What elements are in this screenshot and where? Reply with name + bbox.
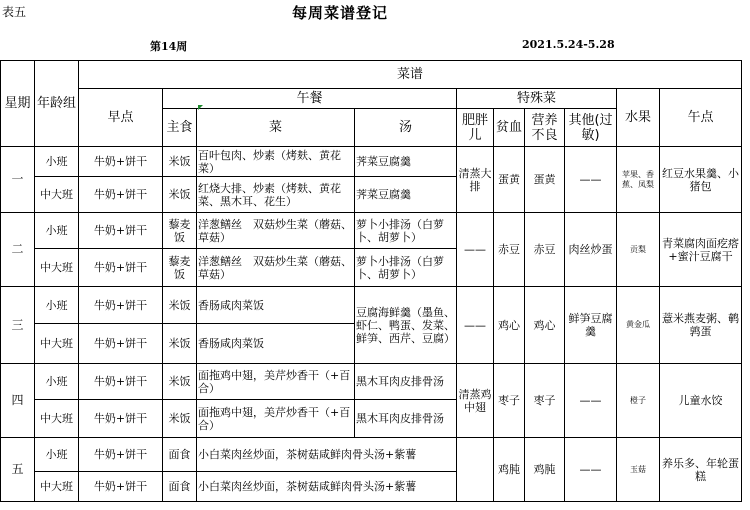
soup-cell: 荠菜豆腐羹 xyxy=(355,177,457,213)
malnutrition-cell: 鸡肫 xyxy=(525,438,565,502)
obese-cell: 清蒸鸡中翅 xyxy=(457,364,494,438)
age-group-cell: 小班 xyxy=(35,287,79,324)
header-other: 其他(过敏) xyxy=(565,109,617,147)
breakfast-cell: 牛奶+饼干 xyxy=(79,324,163,364)
breakfast-cell: 牛奶+饼干 xyxy=(79,213,163,249)
obese-cell: 清蒸大排 xyxy=(457,147,494,213)
header-breakfast: 早点 xyxy=(79,89,163,147)
day-cell: 三 xyxy=(1,287,35,364)
snack-cell: 薏米燕麦粥、鹌鹑蛋 xyxy=(660,287,742,364)
table-row xyxy=(1,147,742,177)
table-row xyxy=(1,213,742,249)
soup-cell: 豆腐海鲜羹（墨鱼、虾仁、鸭蛋、发菜、鲜笋、西芹、豆腐） xyxy=(355,287,457,364)
breakfast-cell: 牛奶+饼干 xyxy=(79,472,163,502)
header-age-group: 年龄组 xyxy=(35,61,79,147)
dish-cell: 面拖鸡中翅，美芹炒香干（+百合） xyxy=(197,364,355,400)
fruit-cell: 橙子 xyxy=(617,364,660,438)
anemia-cell: 赤豆 xyxy=(494,213,525,287)
age-group-cell: 中大班 xyxy=(35,324,79,364)
other-cell: —— xyxy=(565,147,617,213)
other-cell: 鲜笋豆腐羹 xyxy=(565,287,617,364)
day-cell: 四 xyxy=(1,364,35,438)
age-group-cell: 小班 xyxy=(35,438,79,472)
soup-cell: 黑木耳肉皮排骨汤 xyxy=(355,400,457,438)
other-cell: 肉丝炒蛋 xyxy=(565,213,617,287)
header-malnutrition: 营养不良 xyxy=(525,109,565,147)
age-group-cell: 中大班 xyxy=(35,400,79,438)
other-cell: —— xyxy=(565,364,617,438)
staple-cell: 面食 xyxy=(163,438,197,472)
header-dish: 菜 xyxy=(197,109,355,147)
header-day: 星期 xyxy=(1,61,35,147)
day-cell: 五 xyxy=(1,438,35,502)
obese-cell xyxy=(457,438,494,502)
staple-cell: 米饭 xyxy=(163,364,197,400)
dish-cell: 香肠咸肉菜饭 xyxy=(197,287,355,324)
fruit-cell: 苹果、香蕉、凤梨 xyxy=(617,147,660,213)
staple-cell: 米饭 xyxy=(163,324,197,364)
soup-cell: 荠菜豆腐羹 xyxy=(355,147,457,177)
obese-cell: —— xyxy=(457,213,494,287)
age-group-cell: 中大班 xyxy=(35,472,79,502)
soup-cell: 黑木耳肉皮排骨汤 xyxy=(355,364,457,400)
soup-cell: 萝卜小排汤（白萝卜、胡萝卜） xyxy=(355,213,457,249)
snack-cell: 儿童水饺 xyxy=(660,364,742,438)
anemia-cell: 鸡心 xyxy=(494,287,525,364)
breakfast-cell: 牛奶+饼干 xyxy=(79,364,163,400)
dish-cell: 洋葱鳝丝 双菇炒生菜（蘑菇、草菇） xyxy=(197,249,355,287)
staple-cell: 米饭 xyxy=(163,400,197,438)
header-snack: 午点 xyxy=(660,89,742,147)
anemia-cell: 枣子 xyxy=(494,364,525,438)
age-group-cell: 中大班 xyxy=(35,249,79,287)
day-cell: 二 xyxy=(1,213,35,287)
header-anemia: 贫血 xyxy=(494,109,525,147)
age-group-cell: 小班 xyxy=(35,364,79,400)
age-group-cell: 小班 xyxy=(35,147,79,177)
anemia-cell: 蛋黄 xyxy=(494,147,525,213)
fruit-cell: 贡梨 xyxy=(617,213,660,287)
dish-cell: 面拖鸡中翅，美芹炒香干（+百合） xyxy=(197,400,355,438)
dish-cell: 小白菜肉丝炒面，茶树菇咸鲜肉骨头汤+紫薯 xyxy=(197,438,457,472)
table-row xyxy=(1,364,742,400)
dish-cell: 小白菜肉丝炒面，茶树菇咸鲜肉骨头汤+紫薯 xyxy=(197,472,457,502)
dish-cell: 洋葱鳝丝 双菇炒生菜（蘑菇、草菇） xyxy=(197,213,355,249)
snack-cell: 养乐多、年轮蛋糕 xyxy=(660,438,742,502)
header-recipe: 菜谱 xyxy=(79,61,742,89)
breakfast-cell: 牛奶+饼干 xyxy=(79,438,163,472)
anemia-cell: 鸡肫 xyxy=(494,438,525,502)
menu-table xyxy=(0,60,742,502)
cell-comment-marker xyxy=(198,105,203,110)
dish-cell: 百叶包肉、炒素（烤麸、黄花菜） xyxy=(197,147,355,177)
obese-cell: —— xyxy=(457,287,494,364)
breakfast-cell: 牛奶+饼干 xyxy=(79,249,163,287)
header-lunch: 午餐 xyxy=(163,89,457,109)
staple-cell: 藜麦饭 xyxy=(163,249,197,287)
header-obese: 肥胖儿 xyxy=(457,109,494,147)
staple-cell: 米饭 xyxy=(163,287,197,324)
dish-cell: 红烧大排、炒素（烤麸、黄花菜、黑木耳、花生） xyxy=(197,177,355,213)
snack-cell: 青菜腐肉面疙瘩+蜜汁豆腐干 xyxy=(660,213,742,287)
age-group-cell: 中大班 xyxy=(35,177,79,213)
day-cell: 一 xyxy=(1,147,35,213)
table-row xyxy=(1,438,742,472)
other-cell: —— xyxy=(565,438,617,502)
staple-cell: 藜麦饭 xyxy=(163,213,197,249)
malnutrition-cell: 鸡心 xyxy=(525,287,565,364)
week-label: 第14周 xyxy=(150,40,188,53)
breakfast-cell: 牛奶+饼干 xyxy=(79,400,163,438)
malnutrition-cell: 赤豆 xyxy=(525,213,565,287)
malnutrition-cell: 枣子 xyxy=(525,364,565,438)
table-row xyxy=(1,287,742,324)
fruit-cell: 玉菇 xyxy=(617,438,660,502)
malnutrition-cell: 蛋黄 xyxy=(525,147,565,213)
soup-cell: 萝卜小排汤（白萝卜、胡萝卜） xyxy=(355,249,457,287)
sheet-label: 表五 xyxy=(2,5,27,19)
fruit-cell: 黄金瓜 xyxy=(617,287,660,364)
snack-cell: 红豆水果羹、小猪包 xyxy=(660,147,742,213)
breakfast-cell: 牛奶+饼干 xyxy=(79,147,163,177)
staple-cell: 米饭 xyxy=(163,177,197,213)
header-special: 特殊菜 xyxy=(457,89,617,109)
dish-cell: 香肠咸肉菜饭 xyxy=(197,324,355,364)
header-fruit: 水果 xyxy=(617,89,660,147)
staple-cell: 米饭 xyxy=(163,147,197,177)
age-group-cell: 小班 xyxy=(35,213,79,249)
breakfast-cell: 牛奶+饼干 xyxy=(79,177,163,213)
staple-cell: 面食 xyxy=(163,472,197,502)
page-title: 每周菜谱登记 xyxy=(291,4,388,22)
date-range: 2021.5.24-5.28 xyxy=(522,38,615,51)
breakfast-cell: 牛奶+饼干 xyxy=(79,287,163,324)
header-soup: 汤 xyxy=(355,109,457,147)
header-staple: 主食 xyxy=(163,109,197,147)
